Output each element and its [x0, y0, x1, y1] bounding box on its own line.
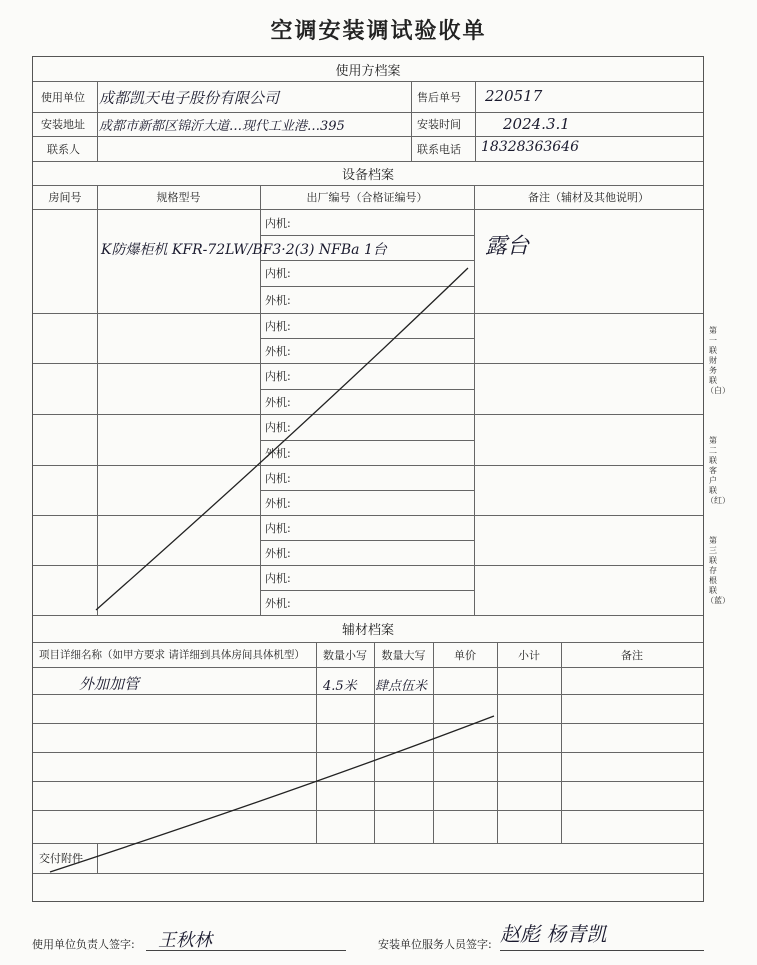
col-qty-small: 数量小写 — [323, 648, 367, 662]
outdoor-label: 外机: — [265, 446, 291, 460]
equipment-archive-header: 设备档案 — [341, 167, 394, 183]
outdoor-label: 外机: — [265, 496, 291, 510]
installer-signature-value: 赵彪 杨青凯 — [500, 922, 607, 946]
user-signature-label: 使用单位负责人签字: — [32, 938, 135, 951]
installer-signature-label: 安装单位服务人员签字: — [378, 938, 492, 951]
col-material-notes: 备注 — [621, 648, 643, 662]
material-qty-small-value: 4.5米 — [323, 679, 357, 694]
indoor-label: 内机: — [265, 571, 291, 585]
col-subtotal: 小计 — [518, 648, 540, 662]
col-notes: 备注（辅材及其他说明） — [528, 191, 649, 204]
unit-value: 成都凯天电子股份有限公司 — [99, 89, 280, 107]
outdoor-label: 外机: — [265, 395, 291, 409]
col-qty-big: 数量大写 — [381, 648, 426, 662]
outdoor-label: 外机: — [265, 344, 291, 358]
indoor-label: 内机: — [265, 370, 291, 383]
order-label: 售后单号 — [417, 90, 461, 104]
indoor-label: 内机: — [265, 267, 291, 280]
materials-archive-header: 辅材档案 — [341, 623, 394, 638]
side-label-copy-1: 第一联 财务联（白） — [706, 326, 730, 395]
side-label-copy-3: 第三联 存根联（蓝） — [706, 536, 730, 605]
delivery-label: 交付附件 — [39, 852, 83, 865]
install-time-value: 2024.3.1 — [503, 115, 570, 133]
col-room: 房间号 — [48, 191, 82, 204]
col-price: 单价 — [454, 648, 476, 662]
install-time-label: 安装时间 — [417, 118, 461, 131]
user-archive-header: 使用方档案 — [335, 63, 401, 79]
document-title: 空调安装调试验收单 — [270, 19, 487, 44]
indoor-label: 内机: — [265, 319, 291, 333]
indoor-label: 内机: — [265, 217, 291, 230]
notes-value: 露台 — [485, 234, 530, 259]
contact-label: 联系人 — [47, 142, 80, 156]
outdoor-label: 外机: — [265, 596, 291, 610]
outdoor-label: 外机: — [265, 294, 291, 307]
address-label: 安装地址 — [41, 118, 85, 131]
side-label-copy-2: 第二联 客户联（红） — [706, 436, 730, 505]
col-serial: 出厂编号（合格证编号） — [306, 191, 428, 204]
col-item: 项目详细名称（如甲方要求 请详细到具体房间具体机型） — [39, 649, 305, 661]
model-value: K防爆柜机 KFR-72LW/BF3·2(3) NFBa 1台 — [101, 242, 387, 258]
indoor-label: 内机: — [265, 421, 291, 434]
user-signature-value: 王秋林 — [158, 930, 212, 951]
unit-label: 使用单位 — [41, 90, 85, 104]
outdoor-label: 外机: — [265, 546, 291, 560]
indoor-label: 内机: — [265, 471, 291, 485]
col-model: 规格型号 — [156, 191, 201, 204]
phone-label: 联系电话 — [417, 142, 461, 156]
phone-value: 18328363646 — [481, 139, 579, 155]
material-item-value: 外加加管 — [79, 675, 140, 693]
order-value: 220517 — [485, 87, 543, 105]
material-qty-big-value: 肆点伍米 — [375, 679, 428, 694]
indoor-label: 内机: — [265, 521, 291, 535]
address-value: 成都市新都区锦沂大道…现代工业港…395 — [99, 119, 345, 134]
